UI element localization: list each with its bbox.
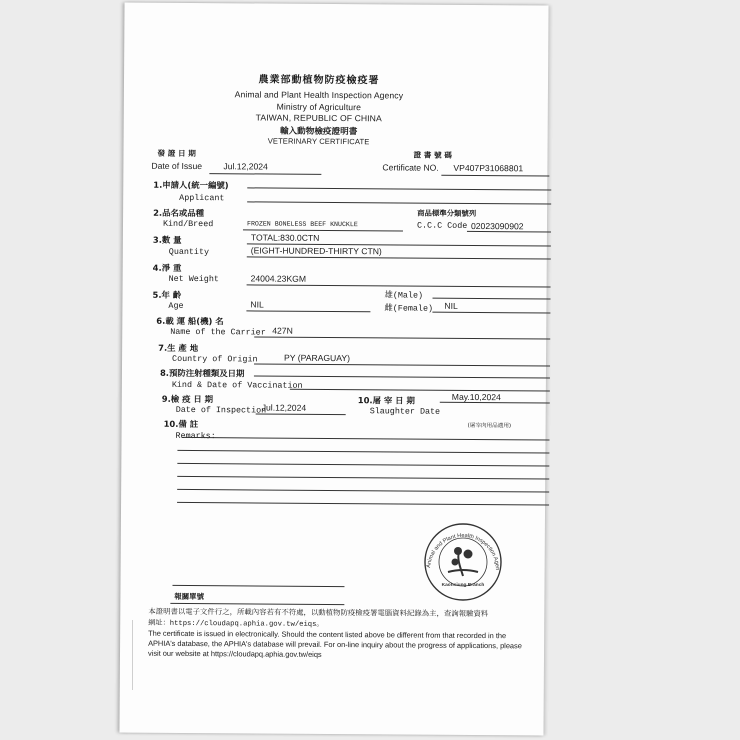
origin-label-en: Country of Origin bbox=[172, 353, 258, 365]
certificate-no-value: VP407P31068801 bbox=[453, 162, 524, 174]
certificate-no-label-zh: 證 書 號 碼 bbox=[413, 150, 452, 160]
applicant-line-2 bbox=[247, 201, 551, 204]
origin-label-zh: 7.生 產 地 bbox=[158, 342, 199, 354]
seal-arc-text: Animal and Plant Health Inspection Agen bbox=[426, 532, 501, 571]
issue-label-zh: 發 證 日 期 bbox=[157, 148, 196, 159]
inspection-label-en: Date of Inspection bbox=[175, 404, 267, 416]
vaccination-line-2 bbox=[290, 389, 550, 392]
slaughter-line bbox=[440, 402, 550, 404]
vaccination-line-1 bbox=[254, 375, 550, 378]
weight-value: 24004.23KGM bbox=[250, 273, 307, 284]
quantity-line-2 bbox=[247, 256, 551, 259]
inspection-label-zh: 9.檢 疫 日 期 bbox=[161, 393, 214, 405]
female-line bbox=[432, 312, 550, 314]
ministry-title-zh: 農業部動植物防疫檢疫署 bbox=[258, 74, 380, 87]
carrier-label-en: Name of the Carrier bbox=[170, 326, 266, 338]
slaughter-note: (屠宰肉用品適用) bbox=[467, 422, 512, 430]
kind-value: FROZEN BONELESS BEEF KNUCKLE bbox=[246, 220, 358, 229]
remarks-line-4 bbox=[177, 476, 549, 480]
remarks-label-en: Remarks: bbox=[175, 430, 216, 442]
slaughter-value: May.10,2024 bbox=[451, 391, 501, 403]
issue-date-line bbox=[209, 173, 321, 175]
applicant-label-zh: 1.申請人(統一編號) bbox=[153, 179, 229, 191]
applicant-label-en: Applicant bbox=[179, 192, 225, 204]
footer-note-zh-1: 本證明書以電子文件行之，所載內容若有不符處，以動植物防疫檢疫署電腦資料紀錄為主，查詢報驗資料 bbox=[148, 606, 489, 619]
slaughter-label-zh: 10.屠 宰 日 期 bbox=[357, 395, 415, 406]
ccc-label-en: C.C.C Code bbox=[416, 220, 468, 231]
footer-note-en-1: The certificate is issued in electronically. Should the content listed above be different from that recorded in the bbox=[148, 628, 507, 641]
report-number-line bbox=[170, 603, 344, 605]
certificate-paper bbox=[119, 3, 548, 736]
certificate-title-zh: 輸入動物檢疫證明書 bbox=[279, 126, 358, 138]
kind-label-en: Kind/Breed bbox=[162, 218, 214, 230]
ministry-title-en: Ministry of Agriculture bbox=[276, 101, 362, 113]
age-value: NIL bbox=[250, 299, 264, 310]
report-number-label: 報關單號 bbox=[174, 591, 205, 602]
scan-mark bbox=[132, 620, 133, 690]
agency-title-en: Animal and Plant Health Inspection Agency bbox=[234, 89, 404, 101]
report-top-line bbox=[172, 585, 344, 587]
remarks-line-3 bbox=[177, 463, 549, 467]
carrier-value: 427N bbox=[272, 325, 293, 336]
quantity-label-zh: 3.數 量 bbox=[152, 234, 182, 245]
kind-line bbox=[243, 229, 403, 231]
issue-date-value: Jul.12,2024 bbox=[223, 161, 268, 172]
carrier-line bbox=[254, 336, 550, 339]
issue-label-en: Date of Issue bbox=[151, 160, 203, 172]
remarks-line-5 bbox=[177, 489, 549, 493]
official-seal bbox=[408, 518, 518, 602]
remarks-line-6 bbox=[177, 502, 549, 506]
vaccination-label-en: Kind & Date of Vaccination bbox=[171, 379, 303, 391]
remarks-line-2 bbox=[177, 450, 549, 454]
footer-note-en-2: APHIA's database, the APHIA's database will prevail. For on-line inquiry about the progress of applications, please bbox=[148, 638, 522, 651]
quantity-value-words: (EIGHT-HUNDRED-THIRTY CTN) bbox=[250, 245, 382, 257]
weight-label-zh: 4.淨 重 bbox=[152, 262, 182, 273]
quantity-label-en: Quantity bbox=[168, 246, 210, 258]
origin-value: PY (PARAGUAY) bbox=[284, 352, 351, 364]
female-value: NIL bbox=[444, 300, 458, 311]
inspection-value: Jul.12,2024 bbox=[261, 402, 307, 413]
remarks-line-1 bbox=[182, 437, 550, 441]
quantity-value-total: TOTAL:830.0CTN bbox=[250, 232, 320, 243]
remarks-label-zh: 10.備 註 bbox=[163, 418, 199, 430]
seal-branch: Kaohsiung Branch bbox=[441, 583, 485, 588]
ccc-line bbox=[467, 231, 551, 233]
ccc-value: 02023090902 bbox=[470, 220, 524, 232]
male-label: 雄(Male) bbox=[384, 290, 424, 301]
slaughter-label-en: Slaughter Date bbox=[369, 406, 441, 417]
footer-note-zh-2: 網址：https://cloudapq.aphia.gov.tw/eiqs。 bbox=[148, 619, 324, 629]
ccc-label-zh: 商品標準分類號列 bbox=[417, 208, 477, 218]
weight-line bbox=[247, 284, 551, 287]
age-line bbox=[246, 310, 370, 312]
age-label-en: Age bbox=[168, 300, 184, 311]
vaccination-label-zh: 8.預防注射種類及日期 bbox=[159, 367, 245, 379]
footer-note-en-3: visit our website at https://cloudapq.aphia.gov.tw/eiqs bbox=[147, 648, 322, 659]
inspection-line bbox=[256, 413, 346, 415]
certificate-no-label-en: Certificate NO. bbox=[382, 162, 439, 173]
male-line bbox=[432, 298, 550, 300]
female-label: 雌(Female) bbox=[384, 303, 434, 314]
certificate-title-en: VETERINARY CERTIFICATE bbox=[267, 136, 370, 147]
weight-label-en: Net Weight bbox=[168, 273, 219, 285]
origin-line bbox=[254, 363, 550, 366]
carrier-label-zh: 6.載 運 船(機) 名 bbox=[156, 315, 224, 327]
age-label-zh: 5.年 齡 bbox=[152, 289, 182, 300]
certificate-no-line bbox=[441, 175, 549, 177]
kind-label-zh: 2.品名或品種 bbox=[153, 207, 205, 219]
country-title: TAIWAN, REPUBLIC OF CHINA bbox=[255, 112, 382, 124]
applicant-line-1 bbox=[247, 187, 551, 190]
